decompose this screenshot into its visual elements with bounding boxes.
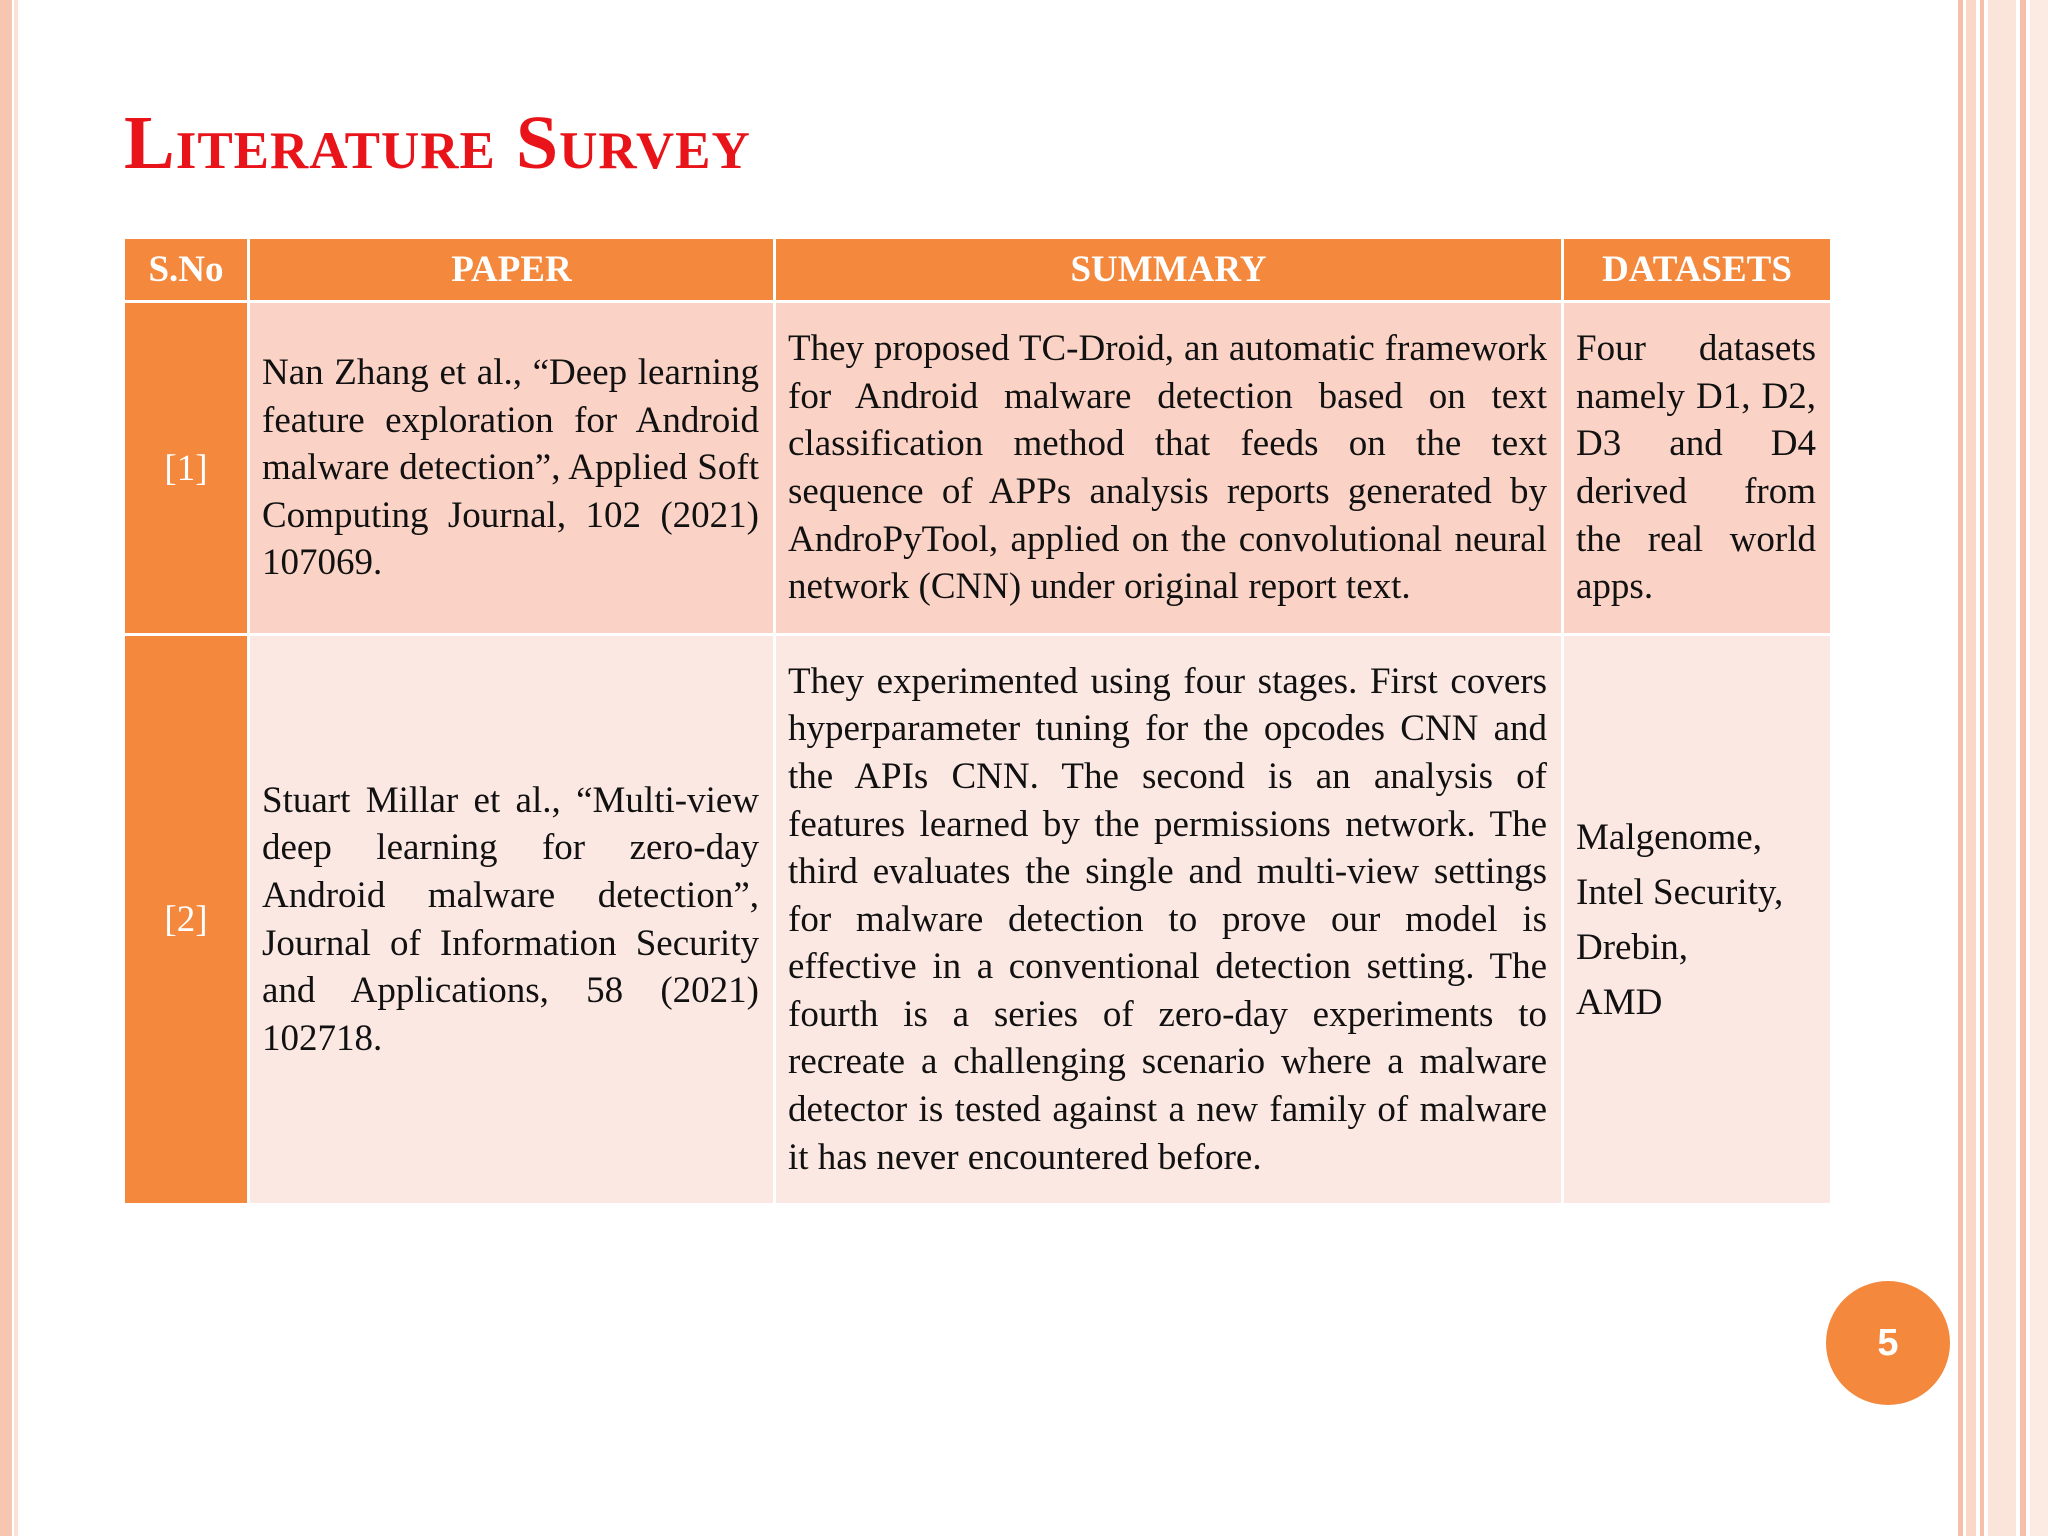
header-sno: S.No — [124, 238, 249, 302]
right-stripe — [2020, 0, 2026, 1536]
cell-datasets — [1563, 635, 1832, 1205]
cell-summary — [775, 635, 1563, 1205]
summary-text: They proposed TC-Droid, an automatic framework for Android malware detection based on text classification method that feeds on the text sequence of APPs analysis reports generated by AndroPyTool, applied on the convolutional neural network (CNN) under original report text. — [788, 328, 1547, 608]
table-header-row — [124, 238, 1832, 302]
paper-text: Stuart Millar et al., “Multi-view deep learning for zero-day Android malware detection”, Journal of Information Security and Applications, 58 (2021) 102718. — [262, 779, 759, 1059]
header-datasets: DATASETS — [1563, 238, 1832, 302]
header-paper: PAPER — [249, 238, 775, 302]
table-row — [124, 302, 1832, 635]
cell-sno: [1] — [124, 302, 249, 635]
summary-text: They experimented using four stages. First covers hyperparameter tuning for the opcodes CNN and the APIs CNN. The second is an analysis of features learned by the permissions network. The third evaluates the single and multi-view settings for malware detection to prove our model is effective in a conventional detection setting. The fourth is a series of zero-day experiments to recreate a challenging scenario where a malware detector is tested against a new family of malware it has never encountered before. — [788, 660, 1547, 1178]
cell-paper — [249, 302, 775, 635]
left-border-bar — [0, 0, 12, 1536]
header-summary: SUMMARY — [775, 238, 1563, 302]
datasets-list — [1564, 810, 1830, 1030]
right-stripe — [1958, 0, 1963, 1536]
literature-table — [122, 236, 1833, 1206]
right-stripe — [1980, 0, 1984, 1536]
datasets-text: Four datasets namely D1, D2, D3 and D4 derived from the real world apps. — [1576, 328, 1816, 608]
right-stripe — [1966, 0, 1976, 1536]
cell-paper — [249, 635, 775, 1205]
cell-summary — [775, 302, 1563, 635]
table-row — [124, 635, 1832, 1205]
cell-sno: [2] — [124, 635, 249, 1205]
slide-title: Literature Survey — [124, 101, 751, 185]
left-border-line — [14, 0, 18, 1536]
dataset-item: Drebin, — [1576, 926, 1688, 968]
dataset-item: Malgenome, — [1576, 816, 1762, 858]
page-number-badge: 5 — [1826, 1281, 1950, 1405]
dataset-item: AMD — [1576, 981, 1663, 1023]
paper-text: Nan Zhang et al., “Deep learning feature exploration for Android malware detection”, Applied Soft Computing Journal, 102 (2021) 107069. — [262, 352, 759, 584]
cell-datasets — [1563, 302, 1832, 635]
dataset-item: Intel Security, — [1576, 871, 1784, 913]
right-stripe — [1988, 0, 2016, 1536]
right-stripe — [2030, 0, 2048, 1536]
